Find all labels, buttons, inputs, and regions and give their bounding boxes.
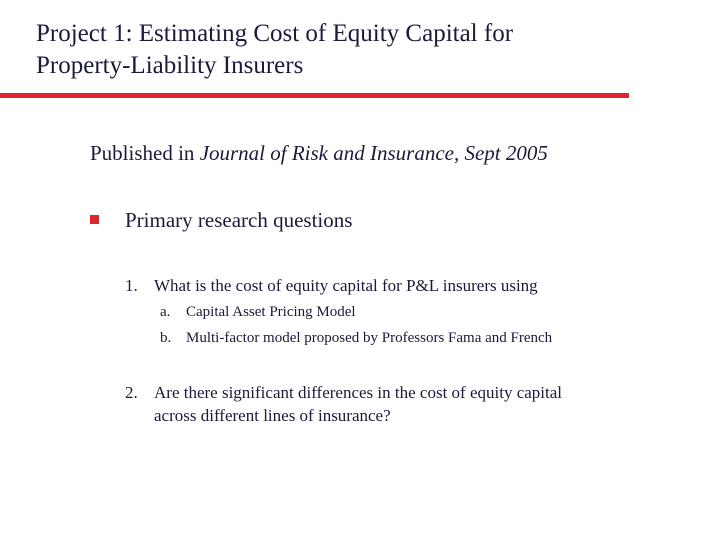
bullet-research-questions: [90, 207, 352, 233]
sub-item-b: [160, 328, 552, 348]
sub-item-letter: a.: [160, 304, 171, 320]
title-line-2: Property-Liability Insurers: [36, 52, 304, 79]
question-text-line-2: across different lines of insurance?: [154, 406, 391, 425]
publication-line: [90, 140, 548, 166]
sub-item-text: Capital Asset Pricing Model: [186, 304, 356, 320]
question-item-1: [125, 274, 538, 297]
sub-item-text: Multi-factor model proposed by Professors Fama and French: [186, 330, 553, 346]
title-divider: [0, 93, 629, 98]
journal-citation: Journal of Risk and Insurance, Sept 2005: [199, 141, 548, 165]
slide-title: [36, 18, 676, 82]
title-line-1: Project 1: Estimating Cost of Equity Capital for: [36, 20, 514, 47]
question-number: 1.: [125, 276, 138, 295]
question-text: What is the cost of equity capital for P&L insurers using: [154, 276, 538, 295]
publication-prefix: Published in: [90, 141, 200, 165]
question-text: [154, 381, 562, 427]
bullet-label: Primary research questions: [125, 208, 353, 232]
question-number: 2.: [125, 383, 138, 402]
square-bullet-icon: [90, 215, 99, 224]
sub-item-letter: b.: [160, 330, 172, 346]
question-text-line-1: Are there significant differences in the cost of equity capital: [154, 383, 562, 402]
question-item-2: [125, 381, 562, 427]
sub-item-a: [160, 302, 356, 322]
